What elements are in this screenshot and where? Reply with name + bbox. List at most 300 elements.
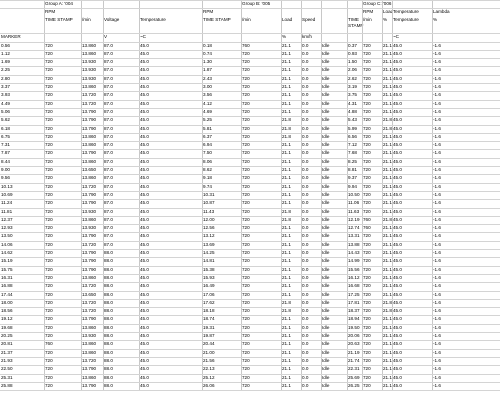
table-cell[interactable]: 21.1 — [383, 333, 392, 338]
table-cell[interactable]: 720 — [242, 158, 250, 164]
table-cell[interactable]: 7.50 — [203, 150, 212, 156]
table-cell[interactable]: 720 — [363, 75, 371, 81]
table-cell[interactable]: 15.56 — [348, 266, 360, 272]
table-cell[interactable]: Idle — [322, 291, 330, 297]
table-cell[interactable]: 0.0 — [302, 308, 309, 314]
table-cell[interactable]: 16.12 — [348, 274, 360, 280]
table-cell[interactable]: 21.1 — [383, 258, 392, 264]
table-cell[interactable]: 13.790 — [82, 250, 97, 255]
table-cell[interactable]: 45.0 — [393, 374, 402, 380]
table-cell[interactable]: 720 — [242, 208, 250, 214]
table-cell[interactable]: 45.0 — [140, 324, 149, 330]
table-cell[interactable]: 0.37 — [348, 42, 357, 48]
table-cell[interactable]: -1.6 — [433, 266, 441, 272]
table-cell[interactable]: 1.12 — [1, 50, 10, 56]
table-cell[interactable]: 20.06 — [348, 333, 360, 338]
table-cell[interactable]: 3.37 — [1, 84, 10, 89]
table-cell[interactable]: 13.930 — [82, 59, 97, 65]
table-cell[interactable]: 21.8 — [282, 117, 291, 123]
table-cell[interactable]: 45.0 — [140, 191, 149, 197]
table-cell[interactable]: 21.1 — [383, 84, 392, 89]
table-cell[interactable]: 45.0 — [393, 42, 402, 48]
table-cell[interactable]: 17.44 — [1, 291, 13, 297]
table-cell[interactable]: 13.860 — [82, 175, 97, 181]
units-cell[interactable]: km/h — [302, 34, 312, 40]
table-cell[interactable]: 720 — [242, 117, 250, 123]
table-cell[interactable]: 21.8 — [383, 299, 392, 305]
table-cell[interactable]: 16.49 — [203, 283, 215, 289]
table-cell[interactable]: 12.93 — [1, 225, 13, 231]
table-cell[interactable]: -1.6 — [433, 59, 441, 65]
table-cell[interactable]: 1.50 — [348, 59, 357, 65]
table-cell[interactable]: 45.0 — [393, 158, 402, 164]
header-cell[interactable]: /min — [363, 16, 372, 22]
table-cell[interactable]: 26.25 — [348, 382, 360, 388]
table-cell[interactable]: 10.31 — [203, 191, 215, 197]
table-cell[interactable]: 720 — [45, 191, 53, 197]
table-cell[interactable]: 87.0 — [104, 208, 113, 214]
table-cell[interactable]: 720 — [242, 349, 250, 355]
table-cell[interactable]: 13.860 — [82, 216, 97, 222]
table-cell[interactable]: 7.12 — [348, 142, 357, 148]
table-cell[interactable]: 720 — [242, 266, 250, 272]
table-cell[interactable]: 13.860 — [82, 374, 97, 380]
table-cell[interactable]: 12.56 — [203, 225, 215, 231]
table-cell[interactable]: 12.74 — [348, 225, 360, 231]
table-cell[interactable]: 88.0 — [104, 258, 113, 264]
table-cell[interactable]: 45.0 — [393, 357, 402, 363]
table-cell[interactable]: 720 — [363, 258, 371, 264]
table-cell[interactable]: 720 — [45, 100, 53, 106]
header-cell[interactable]: Temperature — [393, 16, 419, 22]
table-cell[interactable]: 45.0 — [140, 142, 149, 148]
header-cell[interactable] — [301, 8, 321, 16]
table-cell[interactable]: 720 — [45, 225, 53, 231]
table-cell[interactable]: 720 — [242, 283, 250, 289]
table-cell[interactable]: 87.0 — [104, 150, 113, 156]
table-cell[interactable]: 21.1 — [383, 92, 392, 98]
table-cell[interactable]: 8.06 — [203, 158, 212, 164]
table-cell[interactable]: 0.0 — [302, 117, 309, 123]
table-cell[interactable]: Idle — [322, 258, 330, 264]
table-cell[interactable]: 720 — [45, 42, 53, 48]
header-cell[interactable]: RPM — [45, 9, 56, 15]
table-cell[interactable]: 87.0 — [104, 191, 113, 197]
table-cell[interactable]: 45.0 — [393, 183, 402, 189]
table-cell[interactable]: 21.1 — [383, 324, 392, 330]
table-cell[interactable]: 720 — [363, 241, 371, 247]
table-cell[interactable]: Idle — [322, 349, 330, 355]
table-cell[interactable]: 0.0 — [302, 258, 309, 264]
table-cell[interactable]: 0.18 — [203, 42, 212, 48]
table-cell[interactable]: 9.56 — [1, 175, 10, 181]
table-cell[interactable]: 13.790 — [82, 366, 97, 372]
table-cell[interactable]: 45.0 — [393, 191, 402, 197]
table-cell[interactable]: 760 — [363, 216, 371, 222]
table-cell[interactable]: 0.0 — [302, 142, 309, 148]
table-cell[interactable]: 0.0 — [302, 250, 309, 255]
table-cell[interactable]: 720 — [45, 158, 53, 164]
table-cell[interactable]: Idle — [322, 50, 330, 56]
table-cell[interactable]: 720 — [45, 366, 53, 372]
table-cell[interactable]: 45.0 — [393, 50, 402, 56]
table-cell[interactable]: 87.0 — [104, 158, 113, 164]
table-cell[interactable]: 0.0 — [302, 274, 309, 280]
table-cell[interactable]: 45.0 — [140, 366, 149, 372]
table-cell[interactable]: -1.6 — [433, 208, 441, 214]
table-cell[interactable]: 0.0 — [302, 100, 309, 106]
table-cell[interactable]: -1.6 — [433, 191, 441, 197]
table-cell[interactable]: 18.56 — [1, 308, 13, 314]
table-cell[interactable]: 720 — [363, 374, 371, 380]
table-cell[interactable]: 720 — [242, 92, 250, 98]
table-cell[interactable]: Idle — [322, 266, 330, 272]
table-cell[interactable]: 0.0 — [302, 382, 309, 388]
table-cell[interactable]: 0.0 — [302, 133, 309, 139]
table-cell[interactable]: 88.0 — [104, 266, 113, 272]
table-cell[interactable]: 720 — [363, 191, 371, 197]
table-cell[interactable]: 720 — [45, 208, 53, 214]
table-cell[interactable]: 21.1 — [383, 158, 392, 164]
table-cell[interactable]: 720 — [45, 250, 53, 255]
table-cell[interactable]: 720 — [242, 366, 250, 372]
table-cell[interactable]: 15.38 — [203, 266, 215, 272]
table-cell[interactable]: Idle — [322, 175, 330, 181]
table-cell[interactable]: 21.1 — [282, 59, 291, 65]
table-cell[interactable]: 13.720 — [82, 299, 97, 305]
table-cell[interactable]: 720 — [242, 142, 250, 148]
header-cell[interactable]: TIME STAMP — [45, 16, 73, 22]
table-cell[interactable]: 720 — [363, 200, 371, 206]
table-cell[interactable]: 720 — [363, 150, 371, 156]
table-cell[interactable]: 21.1 — [383, 241, 392, 247]
table-cell[interactable]: 88.0 — [104, 274, 113, 280]
table-cell[interactable]: 6.94 — [203, 142, 212, 148]
table-cell[interactable]: 720 — [363, 366, 371, 372]
table-cell[interactable]: -1.6 — [433, 274, 441, 280]
table-cell[interactable]: 720 — [242, 200, 250, 206]
header-cell[interactable]: RPM — [363, 9, 374, 15]
table-cell[interactable]: 45.0 — [140, 283, 149, 289]
table-cell[interactable]: 0.0 — [302, 158, 309, 164]
table-cell[interactable]: Idle — [322, 75, 330, 81]
table-cell[interactable]: 21.1 — [383, 100, 392, 106]
table-cell[interactable]: 720 — [242, 308, 250, 314]
table-cell[interactable]: -1.6 — [433, 366, 441, 372]
table-cell[interactable]: 5.06 — [1, 108, 10, 114]
table-cell[interactable]: 0.0 — [302, 108, 309, 114]
units-cell[interactable] — [202, 33, 241, 41]
table-cell[interactable]: Idle — [322, 133, 330, 139]
table-cell[interactable]: 13.860 — [82, 274, 97, 280]
table-cell[interactable]: 11.06 — [348, 200, 360, 206]
table-cell[interactable]: 720 — [45, 125, 53, 131]
table-cell[interactable]: 0.0 — [302, 67, 309, 73]
table-cell[interactable]: 18.37 — [348, 308, 360, 314]
table-cell[interactable]: 13.930 — [82, 67, 97, 73]
table-cell[interactable]: 21.1 — [282, 67, 291, 73]
table-cell[interactable]: 16.31 — [1, 274, 13, 280]
table-cell[interactable]: 21.1 — [282, 150, 291, 156]
table-cell[interactable]: 720 — [242, 150, 250, 156]
table-cell[interactable]: 87.0 — [104, 233, 113, 239]
table-cell[interactable]: 720 — [45, 200, 53, 206]
table-cell[interactable]: 11.43 — [203, 208, 215, 214]
table-cell[interactable]: -1.6 — [433, 133, 441, 139]
table-cell[interactable]: 45.0 — [393, 341, 402, 347]
table-cell[interactable]: 21.1 — [282, 250, 291, 255]
table-cell[interactable]: 13.31 — [348, 233, 360, 239]
table-cell[interactable]: 18.00 — [1, 299, 13, 305]
table-cell[interactable]: 87.0 — [104, 183, 113, 189]
table-cell[interactable]: 720 — [45, 108, 53, 114]
table-cell[interactable]: 45.0 — [140, 50, 149, 56]
table-cell[interactable]: 21.1 — [383, 200, 392, 206]
table-cell[interactable]: 0.0 — [302, 266, 309, 272]
table-cell[interactable]: 13.650 — [82, 167, 97, 172]
table-cell[interactable]: 720 — [363, 283, 371, 289]
table-cell[interactable]: 0.0 — [302, 183, 309, 189]
table-cell[interactable]: 21.1 — [282, 324, 291, 330]
table-cell[interactable]: 45.0 — [393, 333, 402, 338]
table-cell[interactable]: 760 — [45, 341, 53, 347]
header-cell[interactable]: TIME STAMP — [203, 16, 231, 22]
table-cell[interactable]: 21.1 — [383, 167, 392, 172]
table-cell[interactable]: 21.1 — [282, 349, 291, 355]
group-b-title[interactable]: Group B: '005 — [242, 1, 271, 6]
table-cell[interactable]: 14.43 — [348, 250, 360, 255]
table-cell[interactable]: 88.0 — [104, 366, 113, 372]
table-cell[interactable]: 21.00 — [203, 349, 215, 355]
table-cell[interactable]: 21.1 — [282, 191, 291, 197]
header-cell[interactable]: Lambda — [433, 9, 450, 15]
table-cell[interactable]: 720 — [45, 258, 53, 264]
table-cell[interactable]: 21.1 — [282, 366, 291, 372]
table-cell[interactable]: -1.6 — [433, 299, 441, 305]
table-cell[interactable]: 87.0 — [104, 100, 113, 106]
table-cell[interactable]: -1.6 — [433, 250, 441, 255]
table-cell[interactable]: -1.6 — [433, 241, 441, 247]
table-cell[interactable]: 21.1 — [282, 175, 291, 181]
table-cell[interactable]: Idle — [322, 341, 330, 347]
table-cell[interactable]: 20.25 — [1, 333, 13, 338]
table-cell[interactable]: 45.0 — [393, 225, 402, 231]
table-cell[interactable]: Idle — [322, 158, 330, 164]
table-cell[interactable]: 720 — [363, 341, 371, 347]
table-cell[interactable]: 26.06 — [203, 382, 215, 388]
table-cell[interactable]: 0.0 — [302, 75, 309, 81]
table-cell[interactable]: 720 — [363, 92, 371, 98]
table-cell[interactable]: 87.0 — [104, 142, 113, 148]
table-cell[interactable]: 87.0 — [104, 108, 113, 114]
table-cell[interactable]: 21.1 — [383, 225, 392, 231]
table-cell[interactable]: 760 — [242, 42, 250, 48]
table-cell[interactable]: 21.1 — [282, 225, 291, 231]
table-cell[interactable]: 720 — [363, 299, 371, 305]
table-cell[interactable]: 16.88 — [1, 283, 13, 289]
table-cell[interactable]: Idle — [322, 100, 330, 106]
table-cell[interactable]: 720 — [242, 125, 250, 131]
table-cell[interactable]: 20.63 — [348, 341, 360, 347]
table-cell[interactable]: 21.1 — [282, 233, 291, 239]
table-cell[interactable]: 45.0 — [393, 100, 402, 106]
group-c-title[interactable]: Group C: '006 — [363, 1, 392, 6]
table-cell[interactable]: 720 — [242, 84, 250, 89]
table-cell[interactable]: 45.0 — [393, 216, 402, 222]
table-cell[interactable]: 6.75 — [1, 133, 10, 139]
table-cell[interactable]: Idle — [322, 374, 330, 380]
table-cell[interactable]: 21.8 — [282, 133, 291, 139]
table-cell[interactable]: 720 — [363, 357, 371, 363]
table-cell[interactable]: Idle — [322, 208, 330, 214]
table-cell[interactable]: 19.68 — [1, 324, 13, 330]
table-cell[interactable]: 720 — [45, 308, 53, 314]
table-cell[interactable]: 720 — [363, 266, 371, 272]
table-cell[interactable]: 720 — [242, 374, 250, 380]
table-cell[interactable]: 720 — [363, 84, 371, 89]
table-cell[interactable]: 720 — [45, 216, 53, 222]
table-cell[interactable]: 13.88 — [348, 241, 360, 247]
table-cell[interactable]: 720 — [242, 75, 250, 81]
table-cell[interactable]: 21.56 — [203, 357, 215, 363]
table-cell[interactable]: Idle — [322, 274, 330, 280]
table-cell[interactable]: 0.0 — [302, 200, 309, 206]
table-cell[interactable]: Idle — [322, 241, 330, 247]
table-cell[interactable]: 13.860 — [82, 42, 97, 48]
table-cell[interactable]: 14.81 — [203, 258, 215, 264]
table-cell[interactable]: 21.8 — [282, 308, 291, 314]
table-cell[interactable]: 21.1 — [282, 333, 291, 338]
table-cell[interactable]: -1.6 — [433, 357, 441, 363]
table-cell[interactable]: 0.0 — [302, 299, 309, 305]
table-cell[interactable]: 21.8 — [383, 216, 392, 222]
table-cell[interactable]: 3.00 — [203, 84, 212, 89]
table-cell[interactable]: 4.12 — [203, 100, 212, 106]
header-cell[interactable] — [81, 8, 103, 16]
table-cell[interactable]: 87.0 — [104, 42, 113, 48]
table-cell[interactable]: 45.0 — [393, 266, 402, 272]
table-cell[interactable]: 13.790 — [82, 382, 97, 388]
table-cell[interactable]: 720 — [363, 158, 371, 164]
table-cell[interactable]: 45.0 — [393, 382, 402, 388]
table-cell[interactable]: 0.0 — [302, 42, 309, 48]
table-cell[interactable]: Idle — [322, 333, 330, 338]
table-cell[interactable]: 720 — [45, 133, 53, 139]
table-cell[interactable]: 14.25 — [203, 250, 215, 255]
table-cell[interactable]: 13.720 — [82, 241, 97, 247]
table-cell[interactable]: Idle — [322, 357, 330, 363]
table-cell[interactable]: 21.1 — [383, 142, 392, 148]
table-cell[interactable]: 5.62 — [1, 117, 10, 123]
table-cell[interactable]: 0.0 — [302, 125, 309, 131]
header-cell[interactable] — [241, 8, 281, 16]
table-cell[interactable]: 45.0 — [393, 324, 402, 330]
table-cell[interactable]: 21.1 — [282, 167, 291, 172]
header-cell[interactable]: Load — [282, 16, 293, 22]
table-cell[interactable]: 21.1 — [282, 100, 291, 106]
header-cell[interactable]: /min — [82, 16, 91, 22]
table-cell[interactable]: 45.0 — [393, 200, 402, 206]
table-cell[interactable]: 45.0 — [393, 316, 402, 322]
table-cell[interactable]: 21.1 — [383, 316, 392, 322]
table-cell[interactable]: 13.860 — [82, 142, 97, 148]
table-cell[interactable]: 0.0 — [302, 241, 309, 247]
table-cell[interactable]: 88.0 — [104, 382, 113, 388]
table-cell[interactable]: 0.0 — [302, 59, 309, 65]
table-cell[interactable]: Idle — [322, 200, 330, 206]
table-cell[interactable]: 45.0 — [393, 349, 402, 355]
table-cell[interactable]: Idle — [322, 225, 330, 231]
table-cell[interactable]: 0.0 — [302, 175, 309, 181]
table-cell[interactable]: 15.19 — [1, 258, 13, 264]
table-cell[interactable]: 45.0 — [393, 167, 402, 172]
header-cell[interactable] — [0, 8, 44, 16]
table-cell[interactable]: 21.1 — [383, 250, 392, 255]
table-cell[interactable]: 13.650 — [82, 291, 97, 297]
table-cell[interactable]: 13.790 — [82, 125, 97, 131]
table-cell[interactable]: 14.06 — [1, 241, 13, 247]
table-cell[interactable]: 720 — [363, 308, 371, 314]
table-cell[interactable]: 0.0 — [302, 283, 309, 289]
table-cell[interactable]: -1.6 — [433, 308, 441, 314]
table-cell[interactable]: 88.0 — [104, 283, 113, 289]
table-cell[interactable]: 45.0 — [140, 67, 149, 73]
table-cell[interactable]: 3.93 — [1, 92, 10, 98]
table-cell[interactable]: 0.0 — [302, 150, 309, 156]
table-cell[interactable]: 720 — [242, 299, 250, 305]
table-cell[interactable]: 21.1 — [383, 366, 392, 372]
table-cell[interactable]: 13.930 — [82, 75, 97, 81]
table-cell[interactable]: 19.12 — [1, 316, 13, 322]
table-cell[interactable]: 25.31 — [1, 374, 13, 380]
table-cell[interactable]: 21.1 — [383, 341, 392, 347]
table-cell[interactable]: 1.69 — [1, 59, 10, 65]
table-cell[interactable]: -1.6 — [433, 316, 441, 322]
table-cell[interactable]: 19.50 — [348, 324, 360, 330]
table-cell[interactable]: 45.0 — [393, 258, 402, 264]
table-cell[interactable]: 720 — [242, 316, 250, 322]
table-cell[interactable]: 21.8 — [282, 299, 291, 305]
table-cell[interactable]: Idle — [322, 84, 330, 89]
table-cell[interactable]: 21.1 — [383, 67, 392, 73]
table-cell[interactable]: 13.860 — [82, 341, 97, 347]
table-cell[interactable]: 45.0 — [140, 75, 149, 81]
table-cell[interactable]: -1.6 — [433, 183, 441, 189]
table-cell[interactable]: -1.6 — [433, 67, 441, 73]
table-cell[interactable]: 13.930 — [82, 333, 97, 338]
table-cell[interactable]: 13.720 — [82, 357, 97, 363]
table-cell[interactable]: 13.790 — [82, 233, 97, 239]
header-cell[interactable]: RPM — [203, 9, 214, 15]
table-cell[interactable]: 720 — [45, 241, 53, 247]
table-cell[interactable]: 0.0 — [302, 333, 309, 338]
table-cell[interactable]: 9.94 — [348, 183, 357, 189]
table-cell[interactable]: 720 — [45, 291, 53, 297]
table-cell[interactable]: 45.0 — [393, 299, 402, 305]
table-cell[interactable]: 7.87 — [1, 150, 10, 156]
table-cell[interactable]: 10.87 — [203, 200, 215, 206]
table-cell[interactable]: -1.6 — [433, 216, 441, 222]
table-cell[interactable]: 45.0 — [140, 250, 149, 255]
table-cell[interactable]: 45.0 — [393, 125, 402, 131]
table-cell[interactable]: 22.50 — [1, 366, 13, 372]
table-cell[interactable]: 720 — [363, 133, 371, 139]
table-cell[interactable]: -1.6 — [433, 84, 441, 89]
table-cell[interactable]: 21.1 — [383, 357, 392, 363]
table-cell[interactable]: 13.790 — [82, 266, 97, 272]
table-cell[interactable]: 13.720 — [82, 100, 97, 106]
table-cell[interactable]: 720 — [45, 266, 53, 272]
